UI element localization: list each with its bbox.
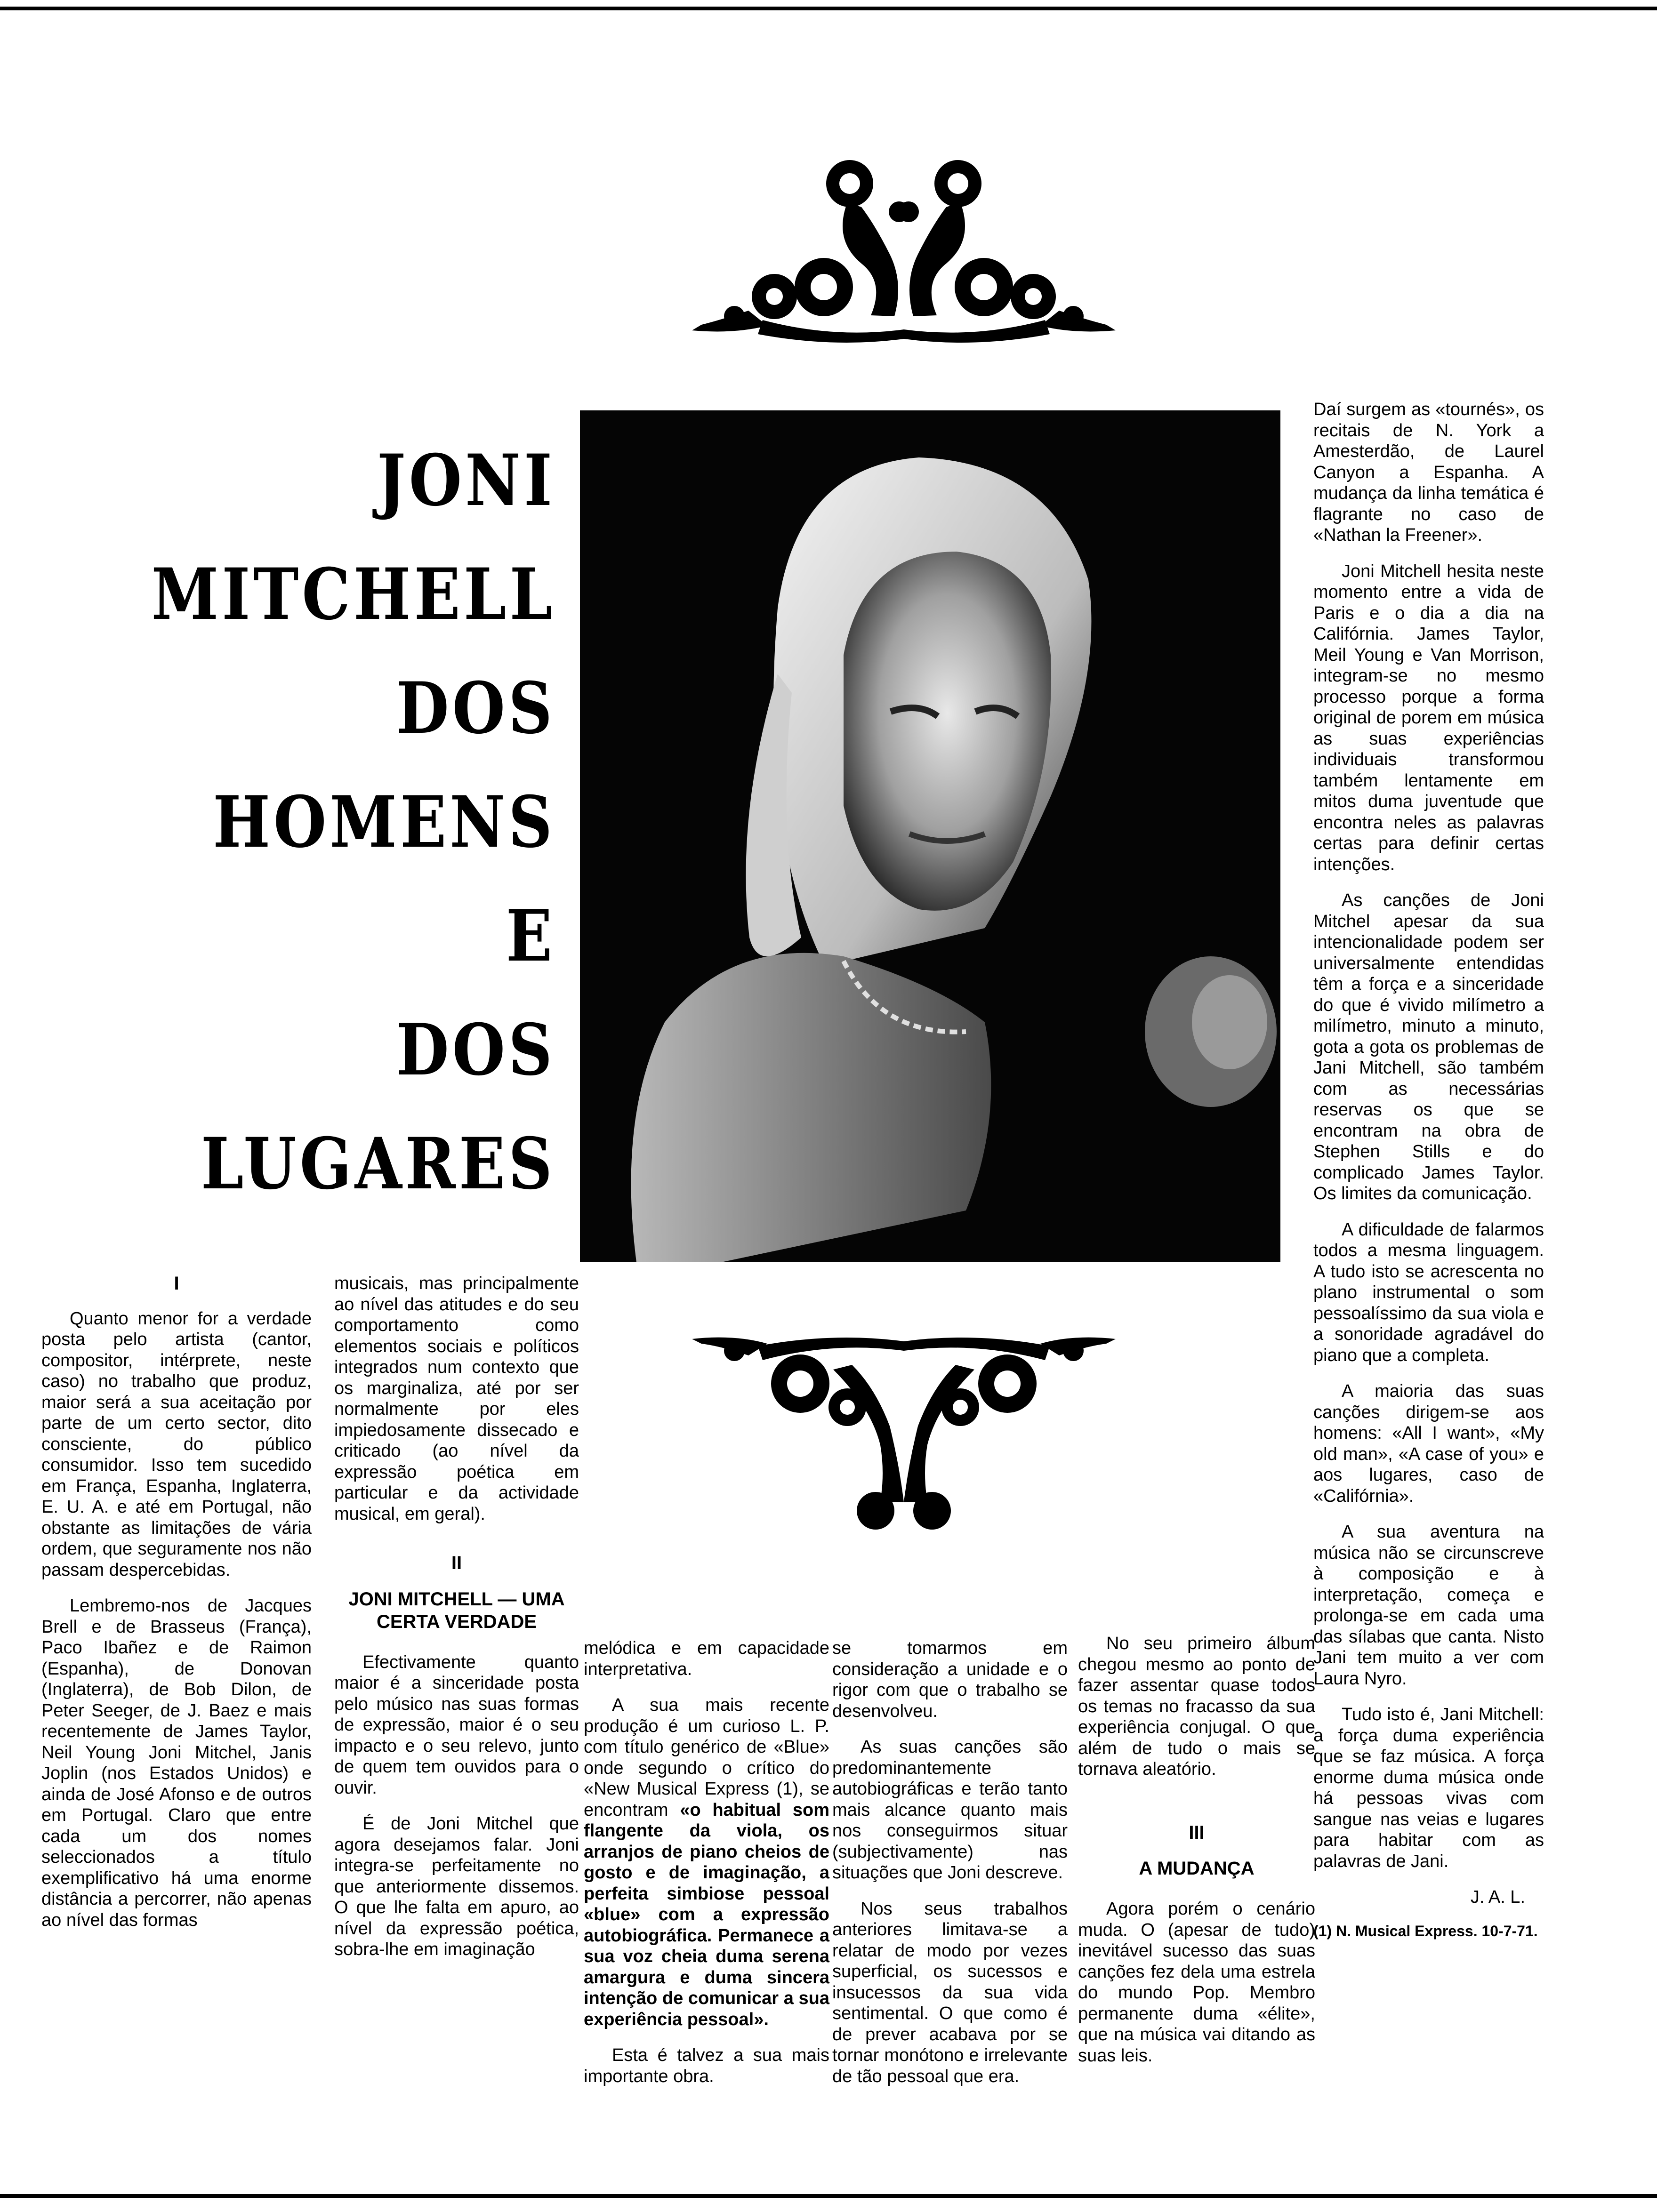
article-column-2 [334,1273,579,1975]
top-rule [0,7,1657,10]
paragraph: Efectivamente quanto maior é a sinceridade posta pelo músico nas suas formas de expressão, maior é o seu impacto e o seu relevo, junto de quem tem ouvidos para o ouvir. [334,1652,579,1798]
bottom-rule [0,2194,1657,2198]
paragraph: Nos seus trabalhos anteriores limitava-se a relatar de modo por vezes superficial, os sucessos e insucessos da sua vida sentimental. O que como é de prever acabava por se tornar monótono e irrelevante de tão pessoal que era. [832,1899,1068,2086]
author-signature: J. A. L. [1470,1887,1525,1907]
article-column-1 [41,1273,312,1946]
headline [47,424,555,1221]
paragraph: Agora porém o cenário muda. O (apesar de tudo) inevitável sucesso das suas canções fez dela uma estrela do mundo Pop. Membro permanente duma «élite», que na música vai ditando as suas leis. [1078,1899,1315,2066]
paragraph-text: A sua mais recente produção é um curioso L. P. com título genérico de «Blue» onde segundo o crítico do «New Musical Express (1), se encontram [584,1695,829,1820]
section-heading: A MUDANÇA [1139,1858,1255,1879]
paragraph: musicais, mas principalmente ao nível das atitudes e do seu comportamento como elementos sociais e políticos integrados num contexto que os marginaliza, até por ser normalmente por eles impiedosamente dissecado e criticado (ao nível da expressão poética em particular e da actividade musical, em geral). [334,1274,579,1524]
section-numeral: I [174,1273,179,1294]
headline-line: DOS [396,1009,555,1091]
top-ornament [692,141,1116,348]
paragraph: melódica e em capacidade interpretativa. [584,1638,829,1679]
article-column-5 [1078,1633,1315,2081]
paragraph: As suas canções são predominantemente autobiográficas e terão tanto mais alcance quanto mais nos conseguirmos situar (subjectivamente) nas situações que Joni descreve. [832,1737,1068,1883]
paragraph: se tomarmos em consideração a unidade e o rigor com que o trabalho se desenvolveu. [832,1638,1068,1721]
section-heading: JONI MITCHELL — UMA CERTA VERDADE [348,1588,565,1632]
footnote: (1) N. Musical Express. 10-7-71. [1313,1922,1538,1940]
paragraph: A sua aventura na música não se circunscreve à composição e à interpretação, começa e prolonga-se em cada uma das sílabas que canta. Nisto Jani tem muito a ver com Laura Nyro. [1313,1522,1544,1689]
portrait-photo [580,410,1280,1262]
paragraph: A maioria das suas canções dirigem-se aos homens: «All I want», «My old man», «A case of you» e aos lugares, caso de «Califórnia». [1313,1381,1544,1506]
paragraph: A dificuldade de falarmos todos a mesma linguagem. A tudo isto se acrescenta no plano instrumental o som pessoalíssimo da sua viola e a sonoridade agradável do piano que a completa. [1313,1219,1544,1365]
paragraph: No seu primeiro álbum chegou mesmo ao ponto de fazer assentar quase todos os temas no fracasso da sua experiência conjugal. O que além de tudo o mais se tornava aleatório. [1078,1634,1315,1779]
paragraph: Tudo isto é, Jani Mitchell: a força duma experiência que se faz música. A força enorme duma música onde há pessoas vivas com sangue nas veias e lugares para habitar com as palavras de Jani. [1313,1705,1544,1871]
headline-line: DOS [396,667,555,750]
article-column-4 [832,1638,1068,2102]
paragraph [584,1695,829,2030]
quote-bold: «o habitual som flangente da viola, os arranjos de piano cheios de gosto e de imaginação, a perfeita simbiose pessoal «blue» com a expressão autobiográfica. Permanece a sua voz cheia duma serena amargura e duma sincera intenção de comunicar a sua experiência pessoal». [584,1800,829,2029]
paragraph: As canções de Joni Mitchel apesar da sua intencionalidade podem ser universalmente entendidas têm a força e a sinceridade do que é vivido milímetro a milímetro, minuto a minuto, gota a gota os problemas de Jani Mitchell, são também com as necessárias reservas os que se encontram na obra de Stephen Stills e do complicado James Taylor. Os limites da comunicação. [1313,890,1544,1203]
headline-line: LUGARES [201,1122,555,1205]
headline-line: HOMENS [213,781,555,864]
paragraph: É de Joni Mitchel que agora desejamos falar. Joni integra-se perfeitamente no que anteriormente dissemos. O que lhe falta em apuro, ao nível da expressão poética, sobra-lhe em imaginação [334,1814,579,1959]
middle-ornament [692,1332,1116,1539]
headline-line: MITCHELL [151,553,556,636]
portrait-image [580,410,1280,1262]
section-numeral: II [451,1553,462,1573]
section-numeral: III [1189,1822,1205,1843]
paragraph: Daí surgem as «tournés», os recitais de N. York a Amesterdão, de Laurel Canyon a Espanha. A mudança da linha temática é flagrante no caso de «Nathan la Freener». [1313,400,1544,545]
paragraph: Joni Mitchell hesita neste momento entre a vida de Paris e o dia a dia na Califórnia. James Taylor, Meil Young e Van Morrison, integram-se no mesmo processo porque a forma original de porem em música as suas experiências individuais transformou também lentamente em mitos duma juventude que encontra neles as palavras certas para definir certas intenções. [1313,561,1544,874]
article-column-3 [584,1638,829,2102]
paragraph: Esta é talvez a sua mais importante obra. [584,2045,829,2086]
headline-line: JONI [377,439,555,522]
paragraph: Quanto menor for a verdade posta pelo artista (cantor, compositor, intérprete, neste caso) no trabalho que produz, maior será a sua aceitação por parte de um certo sector, dito consciente, do público consumidor. Isso tem sucedido em França, Espanha, Inglaterra, E. U. A. e até em Portugal, não obstante as limitações de vária ordem, que seguramente nos não passam despercebidas. [41,1308,312,1580]
article-column-6 [1313,399,1544,1940]
paragraph: Lembremo-nos de Jacques Brell e de Brasseus (França), Paco Ibañez e de Raimon (Espanha), de Donovan (Inglaterra), de Bob Dilon, de Peter Seeger, de J. Baez e mais recentemente de James Taylor, Neil Young Joni Mitchel, Janis Joplin (nos Estados Unidos) e ainda de José Afonso e de outros em Portugal. Claro que entre cada um dos nomes seleccionados a título exemplificativo há uma enorme distância a percorrer, não apenas ao nível das formas [41,1596,312,1930]
headline-line: E [506,895,555,978]
